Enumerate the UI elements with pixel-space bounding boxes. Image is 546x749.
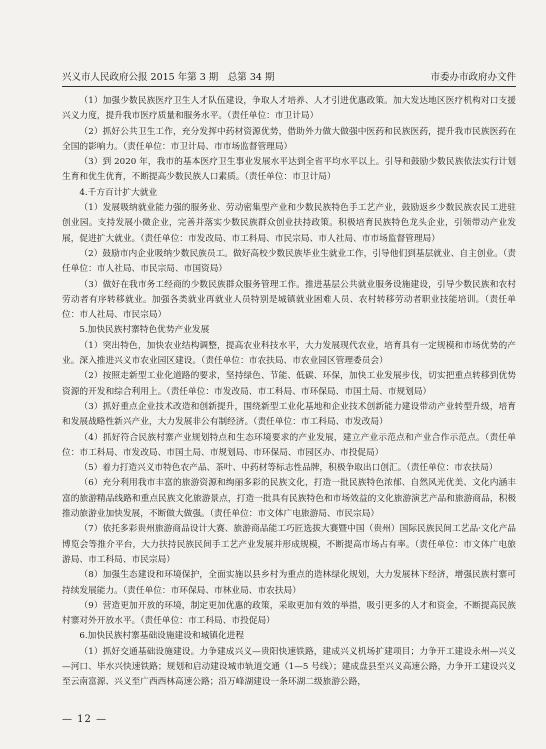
paragraph: （6）充分利用我市丰富的旅游资源和绚丽多彩的民族文化，打造一批民族特色浓郁、自然风光优美、文化内涵丰富的旅游精品线路和重点民族文化旅游景点，打造一批具有民族特色和市场效益的文化旅游演艺产品和旅游商品，积极推动旅游业加快发展，不断做大做强。（责任单位：市文体广电旅游局、市民宗局）	[62, 478, 516, 520]
header-publication-title: 兴义市人民政府公报 2015 年第 3 期 总第 34 期	[62, 72, 275, 83]
header-section-title: 市委办市政府办文件	[430, 72, 516, 83]
paragraph: （1）加强少数民族医疗卫生人才队伍建设，争取人才培养、人才引进优惠政策。加大发达地区医疗机构对口支援兴义力度，提升我市医疗质量和服务水平。（责任单位：市卫计局）	[62, 96, 516, 122]
paragraph: （8）加强生态建设和环境保护，全面实施以县乡村为重点的造林绿化规划，大力发展林下经济，增强民族村寨可持续发展能力。（责任单位：市环保局、市林业局、市农扶局）	[62, 570, 516, 596]
page-number: — 12 —	[62, 714, 108, 725]
paragraph: （9）营造更加开放的环境，制定更加优惠的政策，采取更加有效的举措，吸引更多的人才和资金，不断提高民族村寨对外开放水平。（责任单位：市工科局、市投促局）	[62, 600, 516, 627]
paragraph: （2）按照走新型工业化道路的要求，坚持绿色、节能、低碳、环保，加快工业发展步伐，切实把重点转移到优势资源的开发和综合利用上。（责任单位：市发改局、市工科局、市环保局、市国土局、市规划局）	[62, 371, 516, 397]
paragraph: （3）抓好重点企业技术改造和创新提升，围绕新型工业化基地和企业技术创新能力建设带动产业转型升级，培育和发展战略性新兴产业，大力发展非公有制经济。（责任单位：市工科局、市发改局）	[62, 401, 516, 428]
paragraph: （2）抓好公共卫生工作，充分发挥中药材资源优势，借助外力做大做强中医药和民族医药，提升我市民族医药在全国的影响力。（责任单位：市卫计局、市市场监督管理局）	[62, 126, 516, 152]
section-heading: 5.加快民族村寨特色优势产业发展	[79, 325, 210, 336]
paragraph: （1）发展吸纳就业能力强的服务业、劳动密集型产业和少数民族特色手工艺产业，鼓励返乡少数民族农民工进驻创业园。支持发展小微企业，完善并落实少数民族群众创业扶持政策。积极培育民族特色龙头企业，引领带动产业发展，促进扩大就业。（责任单位：市发改局、市工科局、市民宗局、市人社局、市市场监督管理局）	[62, 203, 516, 244]
document-body	[62, 94, 516, 691]
paragraph: （1）抓好交通基础设施建设。力争建成兴义—贵阳快速铁路，建成兴义机场扩建项目；力争开工建设永州—兴义—河口、毕水兴快速铁路；规划和启动建设城市轨道交通（1—5 号线）；建成盘县至兴义高速公路，力争开工建设兴义至云南富源、兴义至广西西林高速公路；沿万峰湖建设一条环湖二级旅游公路，	[62, 646, 516, 688]
paragraph: （3）到 2020 年，我市的基本医疗卫生事业发展水平达到全省平均水平以上。引导和鼓励少数民族依法实行计划生育和优生优育，不断提高少数民族人口素质。（责任单位：市卫计局）	[62, 157, 516, 183]
paragraph: （1）突出特色，加快农业结构调整，提高农业科技水平，大力发展现代农业，培育具有一定规模和市场优势的产业。深入推进兴义市农业园区建设。（责任单位：市农扶局、市农业园区管理委员会）	[62, 340, 516, 367]
paragraph: （4）抓好符合民族村寨产业规划特点和生态环境要求的产业发展，建立产业示范点和产业合作示范点。（责任单位：市工科局、市发改局、市国土局、市规划局、市环保局、市园区办、市投促局）	[62, 432, 516, 458]
section-heading: 6.加快民族村寨基础设施建设和城镇化进程	[79, 631, 245, 642]
paragraph: （7）依托多彩贵州旅游商品设计大赛、旅游商品能工巧匠选拔大赛暨中国（贵州）国际民族民间工艺品·文化产品博览会等推介平台，大力扶持民族民间手工艺产业发展并形成规模，不断提高市场占有率。（责任单位：市文体广电旅游局、市工科局、市民宗局）	[62, 524, 516, 565]
section-heading: 4.千方百计扩大就业	[79, 187, 158, 198]
page-header	[62, 68, 516, 87]
paragraph: （2）鼓励市内企业吸纳少数民族员工。做好高校少数民族毕业生就业工作，引导他们到基层就业、自主创业。（责任单位：市人社局、市民宗局、市国资局）	[62, 248, 516, 275]
paragraph: （3）做好在我市务工经商的少数民族群众服务管理工作。推进基层公共就业服务设施建设，引导少数民族和农村劳动者有序转移就业。加强各类就业再就业人员特别是城镇就业困难人员、农村转移劳动者职业技能培训。（责任单位：市人社局、市民宗局）	[62, 279, 516, 321]
paragraph: （5）着力打造兴义市特色农产品、茶叶、中药材等标志性品牌，积极争取出口创汇。（责任单位：市农扶局）	[79, 463, 498, 474]
